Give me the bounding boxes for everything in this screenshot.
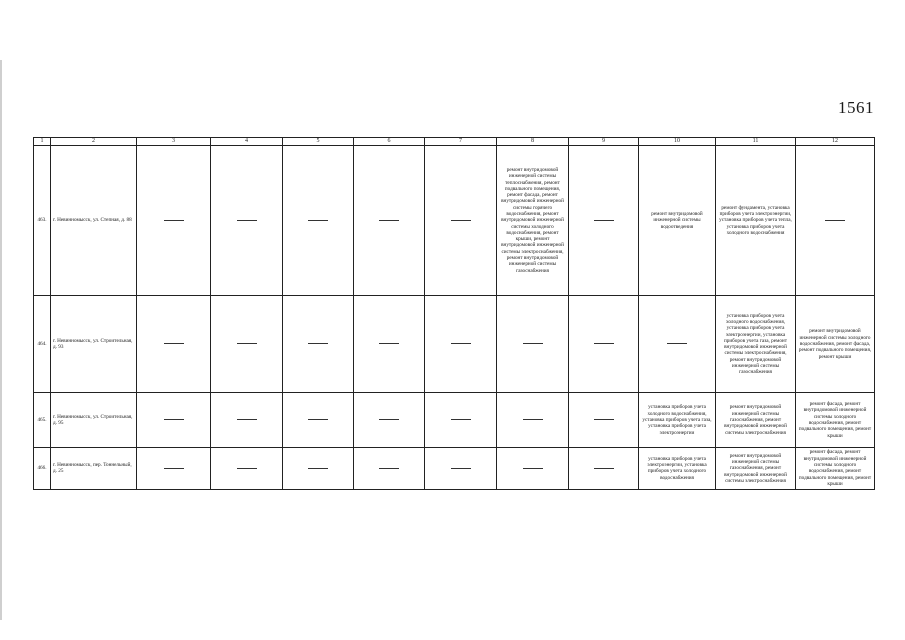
dash-cell <box>425 447 497 489</box>
column-number: 1 <box>34 138 51 146</box>
dash-cell <box>211 146 283 296</box>
works-cell: ремонт внутридомовой инженерной системы водоотведения <box>639 146 716 296</box>
dash-cell <box>425 393 497 447</box>
dash-cell <box>283 393 354 447</box>
dash-mark <box>237 220 257 221</box>
dash-mark <box>164 220 184 221</box>
dash-mark <box>379 343 399 344</box>
works-cell: установка приборов учета электроэнергии, установка приборов учета холодного водоснабжения <box>639 447 716 489</box>
dash-mark <box>594 343 614 344</box>
dash-mark <box>451 419 471 420</box>
dash-cell <box>283 447 354 489</box>
dash-mark <box>164 419 184 420</box>
table-row <box>34 146 875 296</box>
column-number: 7 <box>425 138 497 146</box>
works-registry-table <box>33 137 875 490</box>
dash-cell <box>639 295 716 393</box>
dash-mark <box>594 419 614 420</box>
works-cell: ремонт внутридомовой инженерной системы газоснабжения, ремонт внутридомовой инженерной системы электроснабжения <box>716 393 796 447</box>
dash-mark <box>164 343 184 344</box>
dash-cell <box>137 393 211 447</box>
address-cell: г. Невинномысск, пер. Тоннельный, д. 25 <box>51 447 137 489</box>
works-cell: установка приборов учета холодного водоснабжения, установка приборов учета газа, установка приборов учета электроэнергии <box>639 393 716 447</box>
works-cell: ремонт фасада, ремонт внутридомовой инженерной системы холодного водоснабжения, ремонт подвального помещения, ремонт крыши <box>796 447 875 489</box>
dash-cell <box>497 393 569 447</box>
column-number: 5 <box>283 138 354 146</box>
dash-cell <box>354 295 425 393</box>
dash-mark <box>237 468 257 469</box>
dash-cell <box>283 295 354 393</box>
row-number: 464. <box>34 295 51 393</box>
dash-cell <box>354 146 425 296</box>
dash-mark <box>308 419 328 420</box>
dash-mark <box>451 343 471 344</box>
dash-mark <box>164 468 184 469</box>
dash-cell <box>569 146 639 296</box>
address-cell: г. Невинномысск, ул. Степная, д. 88 <box>51 146 137 296</box>
column-number: 3 <box>137 138 211 146</box>
dash-mark <box>379 220 399 221</box>
works-cell: ремонт внутридомовой инженерной системы теплоснабжения, ремонт подвального помещения, ремонт фасада, ремонт внутридомовой инженерной системы горячего водоснабжения, ремонт внутридомовой инженерной системы холодного водоснабжения, ремонт крыши, ремонт внутридомовой инженерной системы электроснабжения, ремонт внутридомовой инженерной системы газоснабжения <box>497 146 569 296</box>
dash-cell <box>137 295 211 393</box>
dash-mark <box>237 419 257 420</box>
dash-mark <box>825 220 845 221</box>
column-number: 9 <box>569 138 639 146</box>
dash-cell <box>137 146 211 296</box>
column-number: 11 <box>716 138 796 146</box>
dash-cell <box>569 393 639 447</box>
dash-cell <box>211 393 283 447</box>
dash-mark <box>451 220 471 221</box>
column-number: 10 <box>639 138 716 146</box>
address-cell: г. Невинномысск, ул. Строительная, д. 93 <box>51 295 137 393</box>
table-row <box>34 393 875 447</box>
dash-cell <box>569 295 639 393</box>
dash-cell <box>425 146 497 296</box>
dash-mark <box>379 468 399 469</box>
column-number: 8 <box>497 138 569 146</box>
scan-edge-mark <box>0 60 2 620</box>
dash-mark <box>308 220 328 221</box>
dash-mark <box>667 343 687 344</box>
dash-mark <box>308 343 328 344</box>
dash-cell <box>796 146 875 296</box>
works-cell: ремонт фасада, ремонт внутридомовой инженерной системы холодного водоснабжения, ремонт подвального помещения, ремонт крыши <box>796 393 875 447</box>
column-number: 6 <box>354 138 425 146</box>
dash-cell <box>137 447 211 489</box>
dash-cell <box>211 295 283 393</box>
dash-cell <box>354 447 425 489</box>
dash-mark <box>379 419 399 420</box>
dash-cell <box>569 447 639 489</box>
address-cell: г. Невинномысск, ул. Строительная, д. 95 <box>51 393 137 447</box>
dash-cell <box>497 295 569 393</box>
dash-cell <box>425 295 497 393</box>
page-number: 1561 <box>838 98 874 117</box>
dash-cell <box>497 447 569 489</box>
dash-mark <box>451 468 471 469</box>
dash-mark <box>308 468 328 469</box>
dash-mark <box>237 343 257 344</box>
works-cell: ремонт внутридомовой инженерной системы газоснабжения, ремонт внутридомовой инженерной системы электроснабжения <box>716 447 796 489</box>
column-number: 2 <box>51 138 137 146</box>
works-cell: ремонт фундамента, установка приборов учета электроэнергии, установка приборов учета тепла, установка приборов учета холодного водоснабжения <box>716 146 796 296</box>
works-cell: установка приборов учета холодного водоснабжения, установка приборов учета электроэнергии, установка приборов учета газа, ремонт внутридомовой инженерной системы электроснабжения, ремонт внутридомовой инженерной системы газоснабжения <box>716 295 796 393</box>
row-number: 465. <box>34 393 51 447</box>
dash-cell <box>283 146 354 296</box>
dash-cell <box>354 393 425 447</box>
column-number: 4 <box>211 138 283 146</box>
row-number: 463. <box>34 146 51 296</box>
dash-mark <box>523 419 543 420</box>
works-cell: ремонт внутридомовой инженерной системы холодного водоснабжения, ремонт фасада, ремонт подвального помещения, ремонт крыши <box>796 295 875 393</box>
table-row <box>34 295 875 393</box>
table-row <box>34 447 875 489</box>
dash-mark <box>523 343 543 344</box>
dash-mark <box>594 468 614 469</box>
row-number: 466. <box>34 447 51 489</box>
dash-cell <box>211 447 283 489</box>
column-number: 12 <box>796 138 875 146</box>
dash-mark <box>594 220 614 221</box>
dash-mark <box>523 468 543 469</box>
column-number-row <box>34 138 875 146</box>
